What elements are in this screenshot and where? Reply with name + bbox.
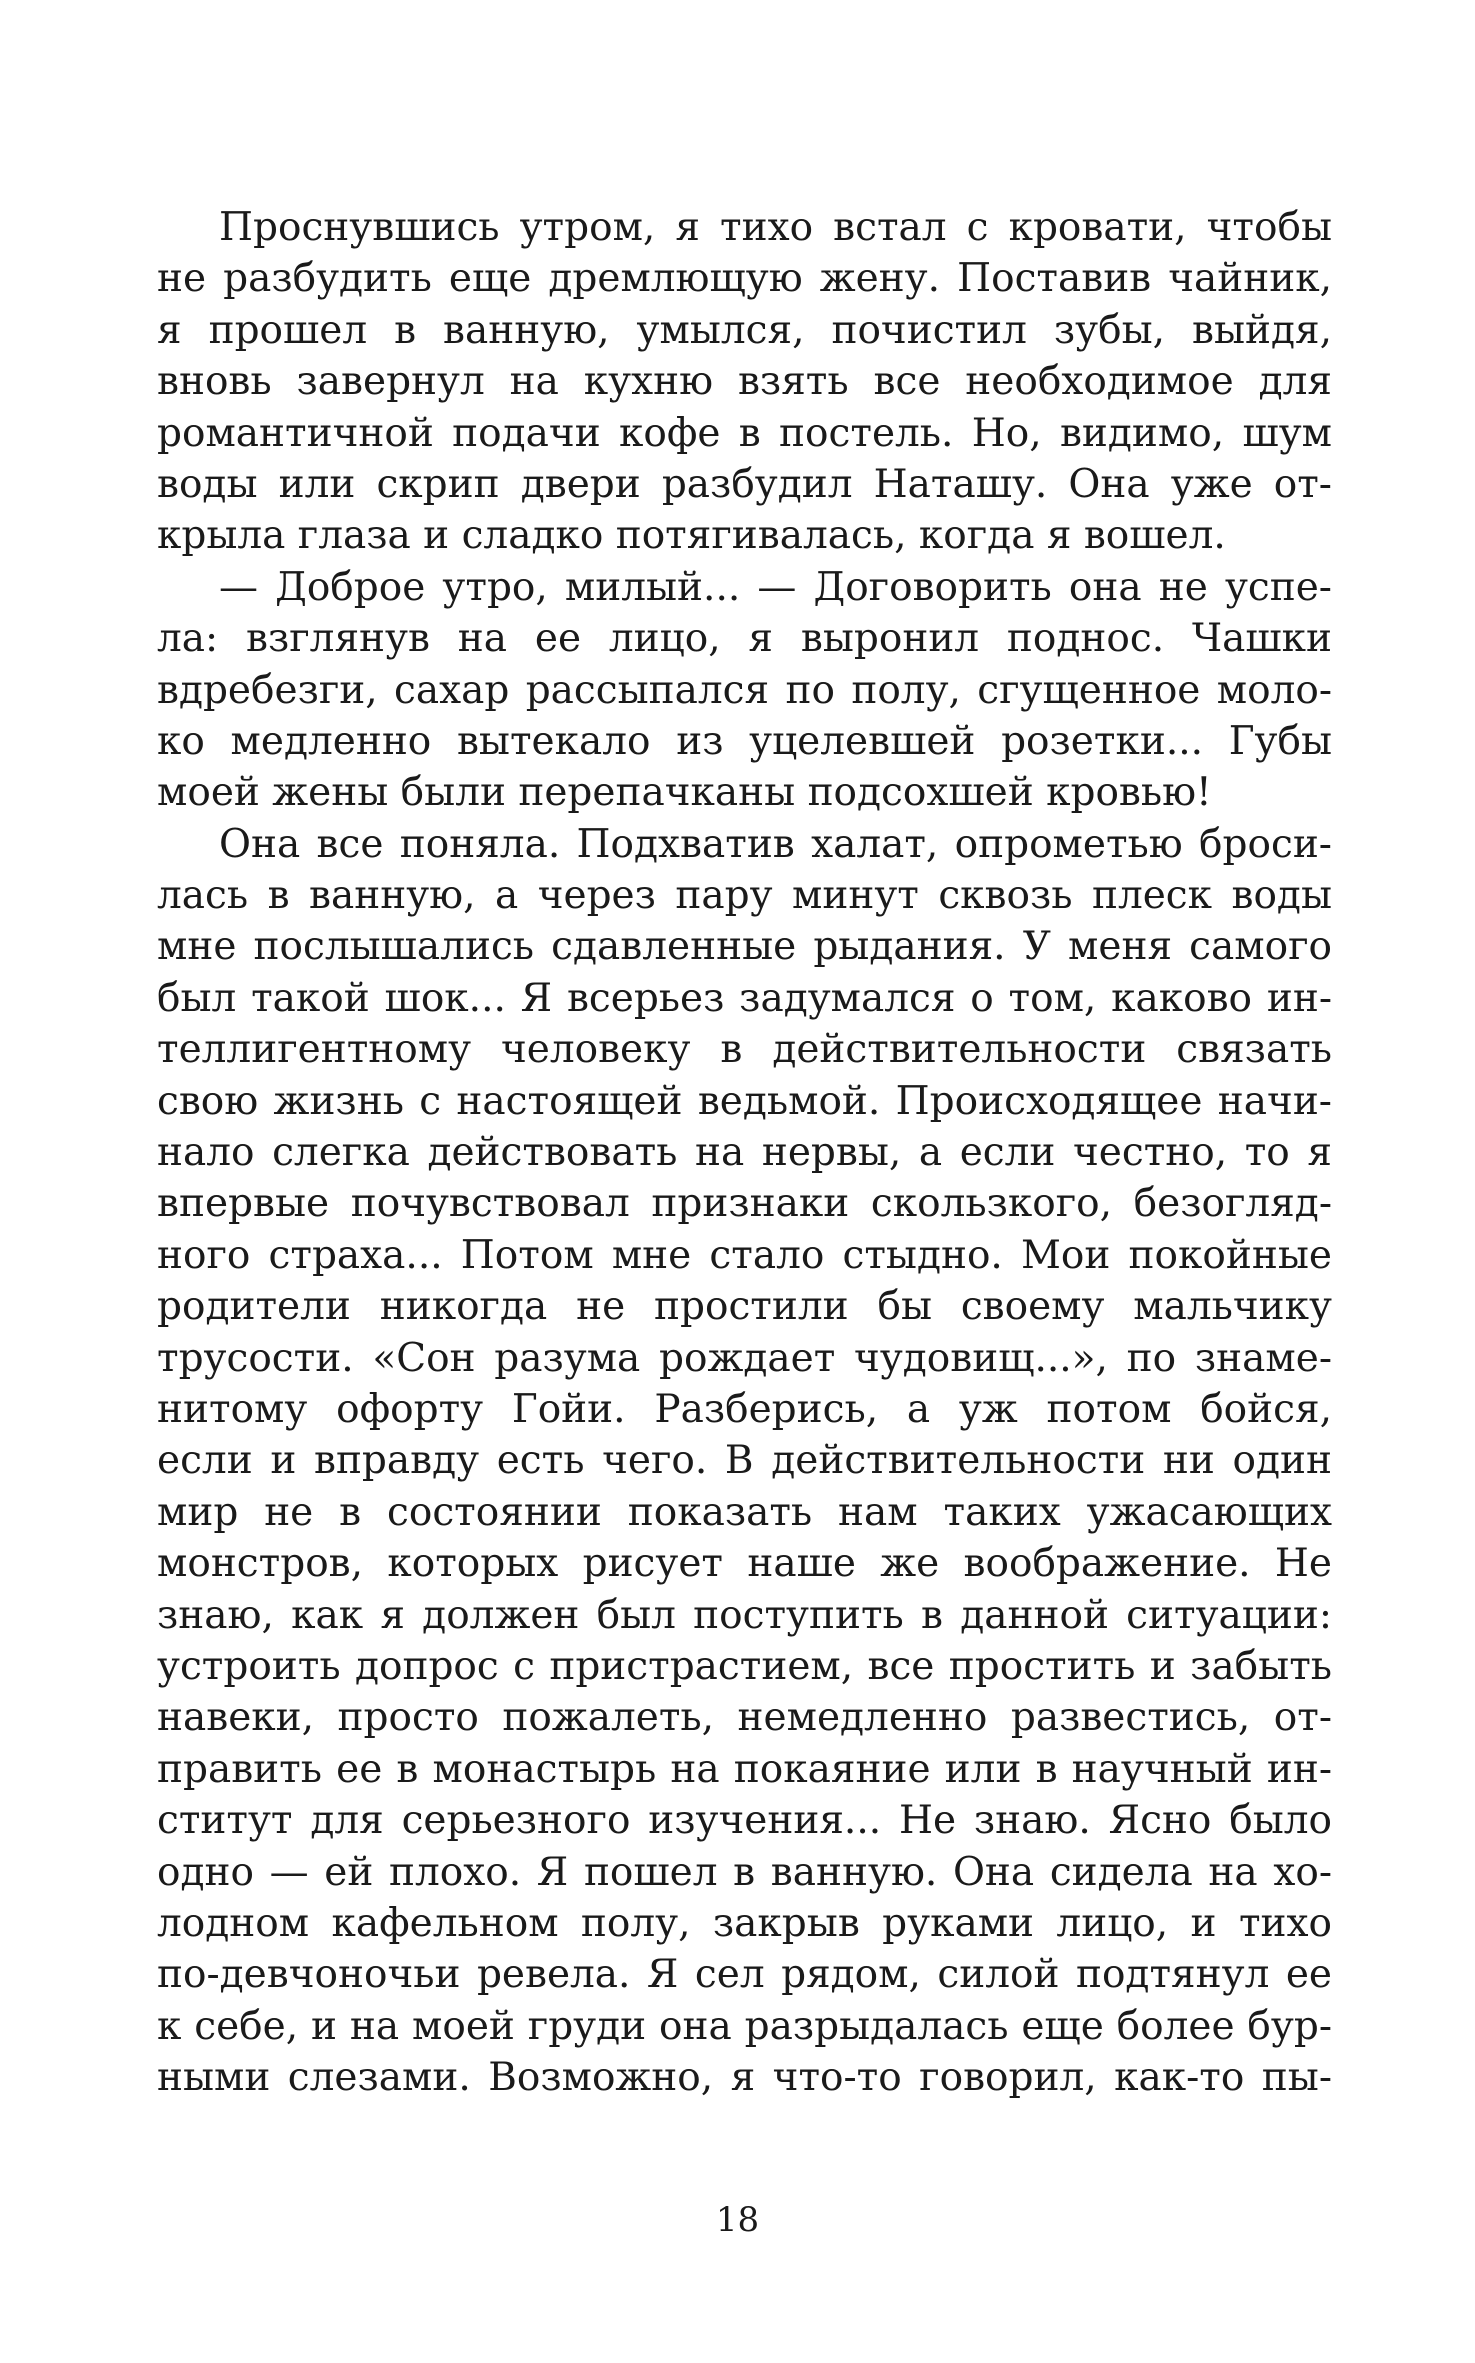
text-line: родители никогда не простили бы своему мальчику <box>157 1284 1332 1330</box>
text-line: лась в ванную, а через пару минут сквозь плеск воды <box>157 873 1332 919</box>
text-line: вновь завернул на кухню взять все необходимое для <box>157 359 1332 405</box>
text-line: навеки, просто пожалеть, немедленно развестись, от- <box>157 1695 1332 1741</box>
text-line: моей жены были перепачканы подсохшей кровью! <box>157 770 1212 816</box>
text-line: романтичной подачи кофе в постель. Но, видимо, шум <box>157 410 1332 456</box>
page-number: 18 <box>715 2200 760 2240</box>
text-line: если и вправду есть чего. В действительности ни один <box>157 1438 1332 1484</box>
text-line: Проснувшись утром, я тихо встал с кровати, чтобы <box>219 205 1332 250</box>
text-line: теллигентному человеку в действительности связать <box>157 1027 1332 1073</box>
text-line: не разбудить еще дремлющую жену. Поставив чайник, <box>157 256 1332 302</box>
text-line: мне послышались сдавленные рыдания. У меня самого <box>157 924 1332 970</box>
text-line: свою жизнь с настоящей ведьмой. Происходящее начи- <box>157 1078 1332 1124</box>
text-line: мир не в состоянии показать нам таких ужасающих <box>157 1489 1332 1535</box>
text-line: одно — ей плохо. Я пошел в ванную. Она сидела на хо- <box>157 1849 1332 1895</box>
text-line: нало слегка действовать на нервы, а если честно, то я <box>157 1130 1332 1176</box>
text-line: лодном кафельном полу, закрыв руками лицо, и тихо <box>157 1900 1332 1946</box>
text-line: знаю, как я должен был поступить в данной ситуации: <box>157 1592 1332 1638</box>
text-line: к себе, и на моей груди она разрыдалась еще более бур- <box>157 2003 1332 2049</box>
text-line: устроить допрос с пристрастием, все простить и забыть <box>157 1643 1332 1689</box>
text-line: по-девчоночьи ревела. Я сел рядом, силой подтянул ее <box>157 1952 1332 1998</box>
text-line: править ее в монастырь на покаяние или в научный ин- <box>157 1746 1332 1792</box>
text-line: трусости. «Сон разума рождает чудовищ...», по знаме- <box>157 1335 1332 1381</box>
text-line: ко медленно вытекало из уцелевшей розетки... Губы <box>157 718 1332 764</box>
text-line: ными слезами. Возможно, я что-то говорил, как-то пы- <box>157 2055 1332 2101</box>
text-line: ститут для серьезного изучения... Не знаю. Ясно было <box>157 1798 1332 1844</box>
body-text <box>157 202 1332 2103</box>
text-line: ла: взглянув на ее лицо, я выронил поднос. Чашки <box>157 616 1332 662</box>
text-line: был такой шок... Я всерьез задумался о том, каково ин- <box>157 975 1332 1021</box>
text-line: ного страха... Потом мне стало стыдно. Мои покойные <box>157 1232 1332 1278</box>
text-line: воды или скрип двери разбудил Наташу. Она уже от- <box>157 461 1332 507</box>
text-line: монстров, которых рисует наше же воображение. Не <box>157 1541 1332 1587</box>
text-line: Она все поняла. Подхватив халат, опрометью броси- <box>219 821 1332 867</box>
text-line: нитому офорту Гойи. Разберись, а уж потом бойся, <box>157 1386 1332 1432</box>
text-line: вдребезги, сахар рассыпался по полу, сгущенное моло- <box>157 667 1332 713</box>
text-line: я прошел в ванную, умылся, почистил зубы, выйдя, <box>157 307 1332 353</box>
text-line: крыла глаза и сладко потягивалась, когда я вошел. <box>157 513 1226 559</box>
text-line: — Доброе утро, милый... — Договорить она не успе- <box>219 564 1332 610</box>
text-line: впервые почувствовал признаки скользкого, безогляд- <box>157 1181 1332 1227</box>
